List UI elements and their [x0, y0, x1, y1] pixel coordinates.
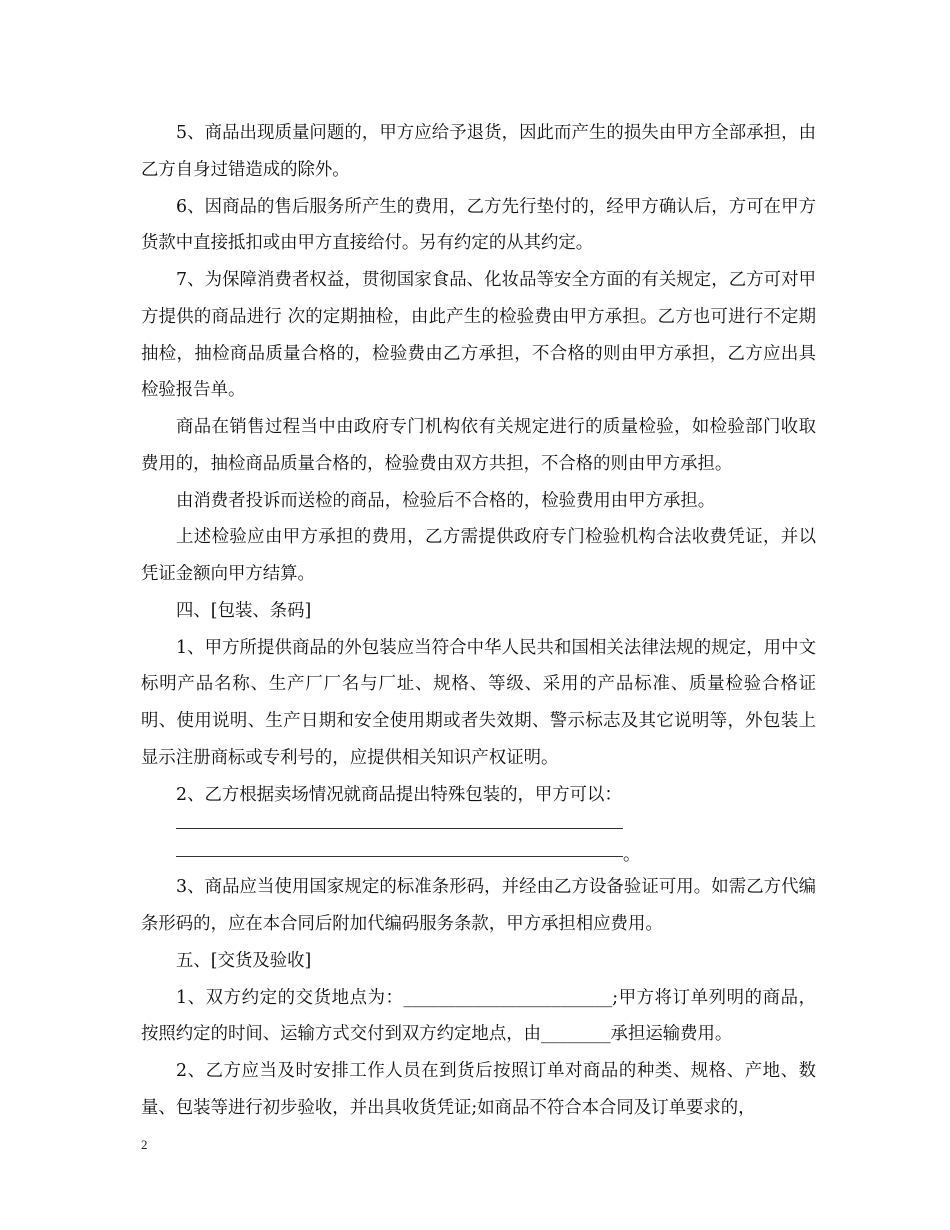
blank-fill-line: [141, 841, 816, 869]
section-heading-delivery: 五、[交货及验收]: [176, 950, 312, 971]
paragraph-packaging-2: 2、乙方根据卖场情况就商品提出特殊包装的，甲方可以：: [176, 784, 622, 805]
paragraph-settlement: 上述检验应由甲方承担的费用，乙方需提供政府专门检验机构合法收费凭证，并以凭证金额向甲方结算。: [141, 527, 816, 584]
section-heading-packaging: 四、[包装、条码]: [176, 600, 312, 621]
underline-rule: [176, 855, 623, 857]
paragraph-item-6: 6、因商品的售后服务所产生的费用，乙方先行垫付的，经甲方确认后，方可在甲方货款中直接抵扣或由甲方直接给付。另有约定的从其约定。: [141, 196, 816, 254]
fill-line-tail: 。: [623, 845, 641, 866]
paragraph-delivery-1: 1、双方约定的交货地点为：________________________;甲方将订单列明的商品，按照约定的时间、运输方式交付到双方约定地点，由________承担运输费用。: [141, 987, 816, 1045]
document-body: [141, 115, 816, 1127]
paragraph-delivery-2: 2、乙方应当及时安排工作人员在到货后按照订单对商品的种类、规格、产地、数量、包装等进行初步验收，并出具收货凭证;如商品不符合本合同及订单要求的，: [141, 1061, 816, 1118]
underline-rule: [176, 827, 623, 829]
page-number: 2: [141, 1137, 148, 1152]
paragraph-item-5: 5、商品出现质量问题的，甲方应给予退货，因此而产生的损失由甲方全部承担，由乙方自身过错造成的除外。: [141, 123, 816, 180]
paragraph-consumer-complaint: 由消费者投诉而送检的商品，检验后不合格的，检验费用由甲方承担。: [176, 490, 716, 511]
paragraph-item-7: 7、为保障消费者权益，贯彻国家食品、化妆品等安全方面的有关规定，乙方可对甲方提供的商品进行 次的定期抽检，由此产生的检验费由甲方承担。乙方也可进行不定期抽检，抽检商品质量合格的，检验费由乙方承担，不合格的则由甲方承担，乙方应出具检验报告单。: [141, 270, 816, 401]
paragraph-government-inspection: 商品在销售过程当中由政府专门机构依有关规定进行的质量检验，如检验部门收取费用的，抽检商品质量合格的，检验费由双方共担，不合格的则由甲方承担。: [141, 417, 816, 474]
blank-fill-line: [141, 813, 816, 841]
paragraph-packaging-3: 3、商品应当使用国家规定的标准条形码，并经由乙方设备验证可用。如需乙方代编条形码的，应在本合同后附加代编码服务条款，甲方承担相应费用。: [141, 877, 816, 934]
paragraph-packaging-1: 1、甲方所提供商品的外包装应当符合中华人民共和国相关法律法规的规定，用中文标明产品名称、生产厂厂名与厂址、规格、等级、采用的产品标准、质量检验合格证明、使用说明、生产日期和安全使用期或者失效期、警示标志及其它说明等，外包装上显示注册商标或专利号的，应提供相关知识产权证明。: [141, 637, 816, 768]
